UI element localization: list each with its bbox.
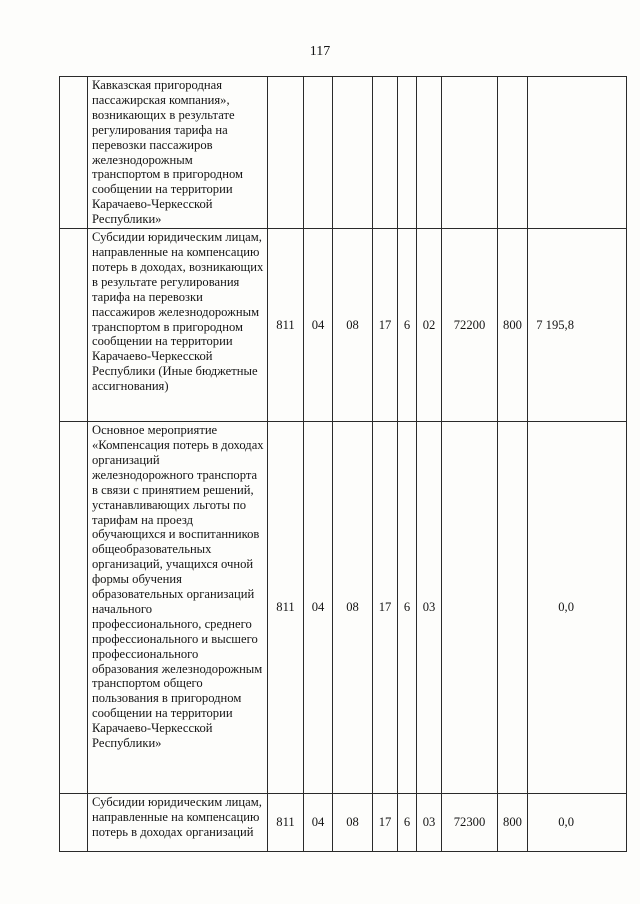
event-code: 02 bbox=[417, 229, 442, 422]
row-name: Основное мероприятие «Компенсация потерь в доходах организаций железнодорожного транспорта в связи с принятием решений, устанавливающих льготы по тарифам на проезд обучающихся и воспитанников общеобразовательных организаций, учащихся очной формы обучения образовательных организаций начального профессионального, среднего профессионального и высшего профессионального образования железнодорожным транспортом общего пользования в пригородном сообщении на территории Карачаево-Черкесской Республики» bbox=[88, 422, 268, 794]
expense-type-code bbox=[498, 77, 528, 229]
subsection-code bbox=[333, 77, 373, 229]
row-name: Кавказская пригородная пассажирская компания», возникающих в результате регулирования тарифа на перевозки пассажиров железнодорожным транспортом в пригородном сообщении на территории Карачаево-Черкесской Республики» bbox=[88, 77, 268, 229]
ministry-code bbox=[268, 77, 304, 229]
row-name: Субсидии юридическим лицам, направленные на компенсацию потерь в доходах, возникающих в результате регулирования тарифа на перевозки пассажиров железнодорожным транспортом в пригородном сообщении на территории Карачаево-Черкесской Республики (Иные бюджетные ассигнования) bbox=[88, 229, 268, 422]
subsection-code: 08 bbox=[333, 794, 373, 852]
page-number: 117 bbox=[309, 44, 331, 59]
table-row bbox=[60, 422, 627, 794]
blank-cell bbox=[60, 229, 88, 422]
event-code bbox=[417, 77, 442, 229]
expense-type-code bbox=[498, 422, 528, 794]
section-code: 04 bbox=[304, 422, 333, 794]
subprogram-code: 6 bbox=[398, 229, 417, 422]
subprogram-code bbox=[398, 77, 417, 229]
budget-table bbox=[59, 76, 627, 852]
table-row bbox=[60, 229, 627, 422]
section-code: 04 bbox=[304, 794, 333, 852]
event-code: 03 bbox=[417, 794, 442, 852]
direction-code bbox=[442, 77, 498, 229]
program-code bbox=[373, 77, 398, 229]
subprogram-code: 6 bbox=[398, 422, 417, 794]
ministry-code: 811 bbox=[268, 422, 304, 794]
amount-cell: 0,0 bbox=[528, 422, 627, 794]
blank-cell bbox=[60, 794, 88, 852]
expense-type-code: 800 bbox=[498, 229, 528, 422]
row-name: Субсидии юридическим лицам, направленные на компенсацию потерь в доходах организаций bbox=[88, 794, 268, 852]
event-code: 03 bbox=[417, 422, 442, 794]
amount-cell: 7 195,8 bbox=[528, 229, 627, 422]
expense-type-code: 800 bbox=[498, 794, 528, 852]
program-code: 17 bbox=[373, 794, 398, 852]
amount-cell: 0,0 bbox=[528, 794, 627, 852]
amount-cell bbox=[528, 77, 627, 229]
ministry-code: 811 bbox=[268, 229, 304, 422]
program-code: 17 bbox=[373, 422, 398, 794]
table-row bbox=[60, 794, 627, 852]
direction-code: 72300 bbox=[442, 794, 498, 852]
subprogram-code: 6 bbox=[398, 794, 417, 852]
direction-code bbox=[442, 422, 498, 794]
program-code: 17 bbox=[373, 229, 398, 422]
subsection-code: 08 bbox=[333, 229, 373, 422]
blank-cell bbox=[60, 77, 88, 229]
table-row bbox=[60, 77, 627, 229]
ministry-code: 811 bbox=[268, 794, 304, 852]
section-code bbox=[304, 77, 333, 229]
blank-cell bbox=[60, 422, 88, 794]
section-code: 04 bbox=[304, 229, 333, 422]
direction-code: 72200 bbox=[442, 229, 498, 422]
subsection-code: 08 bbox=[333, 422, 373, 794]
